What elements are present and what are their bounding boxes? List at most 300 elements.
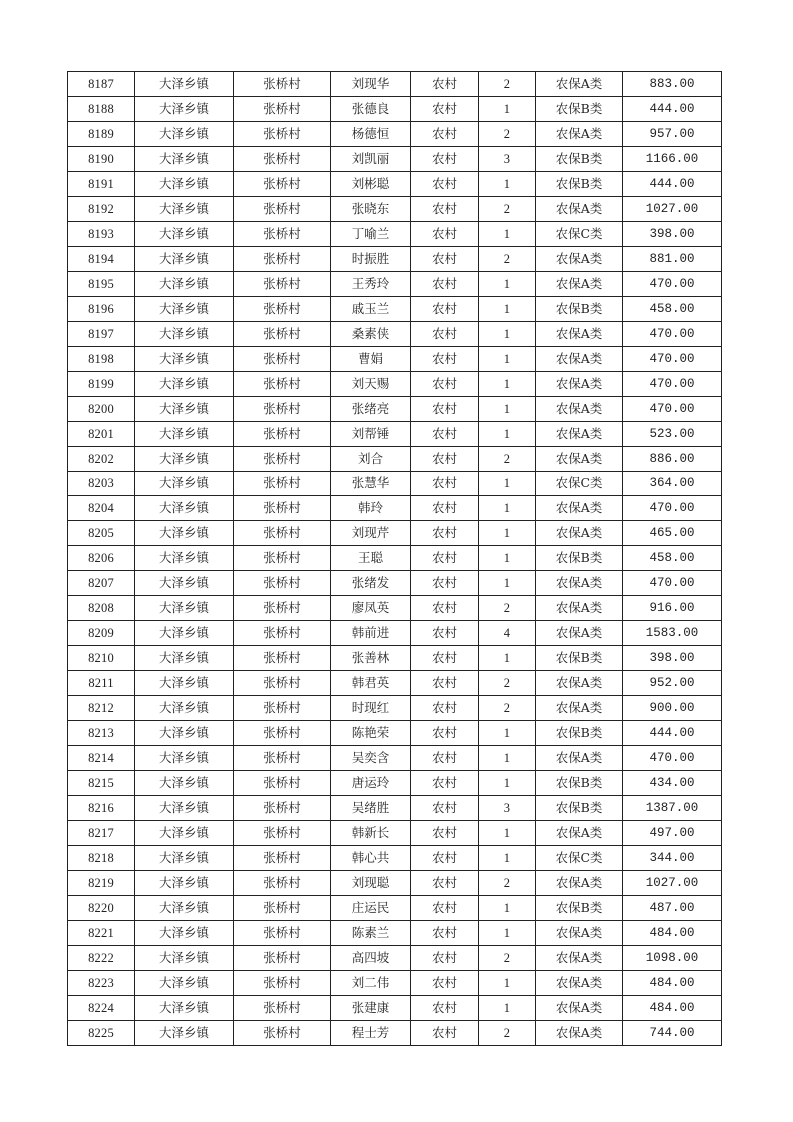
cell-name: 王秀玲 <box>331 271 411 296</box>
cell-id: 8209 <box>68 621 135 646</box>
cell-category: 农保A类 <box>536 346 623 371</box>
table-row <box>68 521 722 546</box>
cell-amount: 1166.00 <box>623 146 722 171</box>
cell-count: 1 <box>479 995 536 1020</box>
cell-name: 戚玉兰 <box>331 296 411 321</box>
cell-name: 杨德恒 <box>331 121 411 146</box>
table-row <box>68 995 722 1020</box>
table-row <box>68 72 722 97</box>
cell-id: 8193 <box>68 221 135 246</box>
cell-amount: 344.00 <box>623 846 722 871</box>
cell-count: 1 <box>479 970 536 995</box>
cell-category: 农保B类 <box>536 895 623 920</box>
cell-amount: 523.00 <box>623 421 722 446</box>
cell-village: 张桥村 <box>234 571 331 596</box>
cell-id: 8206 <box>68 546 135 571</box>
cell-category: 农保A类 <box>536 321 623 346</box>
cell-type: 农村 <box>411 446 479 471</box>
cell-category: 农保B类 <box>536 146 623 171</box>
cell-village: 张桥村 <box>234 321 331 346</box>
cell-type: 农村 <box>411 846 479 871</box>
cell-count: 2 <box>479 671 536 696</box>
cell-category: 农保B类 <box>536 721 623 746</box>
table-row <box>68 171 722 196</box>
cell-name: 韩玲 <box>331 496 411 521</box>
cell-id: 8194 <box>68 246 135 271</box>
cell-town: 大泽乡镇 <box>135 121 234 146</box>
cell-name: 刘现聪 <box>331 871 411 896</box>
cell-count: 2 <box>479 945 536 970</box>
cell-village: 张桥村 <box>234 871 331 896</box>
table-row <box>68 771 722 796</box>
cell-village: 张桥村 <box>234 945 331 970</box>
cell-town: 大泽乡镇 <box>135 945 234 970</box>
cell-count: 1 <box>479 396 536 421</box>
cell-name: 廖凤英 <box>331 596 411 621</box>
cell-type: 农村 <box>411 746 479 771</box>
cell-category: 农保B类 <box>536 796 623 821</box>
cell-name: 刘现华 <box>331 72 411 97</box>
cell-town: 大泽乡镇 <box>135 321 234 346</box>
cell-town: 大泽乡镇 <box>135 421 234 446</box>
cell-type: 农村 <box>411 346 479 371</box>
cell-type: 农村 <box>411 671 479 696</box>
cell-name: 张慧华 <box>331 471 411 496</box>
cell-id: 8188 <box>68 96 135 121</box>
table-row <box>68 571 722 596</box>
cell-category: 农保A类 <box>536 945 623 970</box>
cell-amount: 470.00 <box>623 496 722 521</box>
cell-village: 张桥村 <box>234 596 331 621</box>
cell-amount: 364.00 <box>623 471 722 496</box>
cell-type: 农村 <box>411 970 479 995</box>
cell-village: 张桥村 <box>234 171 331 196</box>
cell-town: 大泽乡镇 <box>135 920 234 945</box>
table-row <box>68 396 722 421</box>
cell-type: 农村 <box>411 121 479 146</box>
cell-town: 大泽乡镇 <box>135 496 234 521</box>
cell-amount: 434.00 <box>623 771 722 796</box>
cell-category: 农保B类 <box>536 546 623 571</box>
cell-category: 农保A类 <box>536 196 623 221</box>
cell-town: 大泽乡镇 <box>135 696 234 721</box>
cell-town: 大泽乡镇 <box>135 196 234 221</box>
cell-count: 1 <box>479 920 536 945</box>
cell-town: 大泽乡镇 <box>135 72 234 97</box>
cell-type: 农村 <box>411 771 479 796</box>
cell-category: 农保A类 <box>536 596 623 621</box>
cell-name: 刘合 <box>331 446 411 471</box>
cell-category: 农保C类 <box>536 846 623 871</box>
cell-village: 张桥村 <box>234 471 331 496</box>
cell-amount: 470.00 <box>623 371 722 396</box>
table-row <box>68 246 722 271</box>
cell-id: 8220 <box>68 895 135 920</box>
cell-count: 1 <box>479 96 536 121</box>
cell-town: 大泽乡镇 <box>135 221 234 246</box>
cell-town: 大泽乡镇 <box>135 446 234 471</box>
table-row <box>68 895 722 920</box>
cell-id: 8207 <box>68 571 135 596</box>
cell-type: 农村 <box>411 96 479 121</box>
cell-amount: 458.00 <box>623 296 722 321</box>
table-row <box>68 321 722 346</box>
cell-town: 大泽乡镇 <box>135 796 234 821</box>
cell-type: 农村 <box>411 1020 479 1045</box>
table-row <box>68 346 722 371</box>
cell-name: 张善林 <box>331 646 411 671</box>
cell-id: 8224 <box>68 995 135 1020</box>
cell-town: 大泽乡镇 <box>135 596 234 621</box>
cell-village: 张桥村 <box>234 895 331 920</box>
cell-amount: 744.00 <box>623 1020 722 1045</box>
cell-type: 农村 <box>411 72 479 97</box>
cell-name: 桑素侠 <box>331 321 411 346</box>
cell-town: 大泽乡镇 <box>135 96 234 121</box>
cell-category: 农保A类 <box>536 421 623 446</box>
cell-type: 农村 <box>411 196 479 221</box>
cell-category: 农保A类 <box>536 671 623 696</box>
cell-count: 2 <box>479 246 536 271</box>
cell-village: 张桥村 <box>234 521 331 546</box>
cell-type: 农村 <box>411 371 479 396</box>
cell-name: 程士芳 <box>331 1020 411 1045</box>
cell-village: 张桥村 <box>234 121 331 146</box>
cell-id: 8222 <box>68 945 135 970</box>
cell-category: 农保A类 <box>536 696 623 721</box>
cell-town: 大泽乡镇 <box>135 895 234 920</box>
table-row <box>68 970 722 995</box>
cell-name: 刘现芹 <box>331 521 411 546</box>
table-row <box>68 671 722 696</box>
table-row <box>68 596 722 621</box>
table-body <box>68 72 722 1046</box>
cell-id: 8196 <box>68 296 135 321</box>
cell-amount: 900.00 <box>623 696 722 721</box>
table-row <box>68 746 722 771</box>
table-row <box>68 546 722 571</box>
cell-town: 大泽乡镇 <box>135 371 234 396</box>
cell-amount: 484.00 <box>623 995 722 1020</box>
cell-amount: 444.00 <box>623 171 722 196</box>
cell-village: 张桥村 <box>234 970 331 995</box>
cell-id: 8203 <box>68 471 135 496</box>
table-row <box>68 446 722 471</box>
cell-count: 1 <box>479 721 536 746</box>
cell-count: 1 <box>479 471 536 496</box>
cell-category: 农保B类 <box>536 96 623 121</box>
cell-category: 农保A类 <box>536 521 623 546</box>
cell-name: 吴绪胜 <box>331 796 411 821</box>
cell-town: 大泽乡镇 <box>135 1020 234 1045</box>
cell-amount: 957.00 <box>623 121 722 146</box>
table-row <box>68 646 722 671</box>
cell-count: 1 <box>479 821 536 846</box>
cell-village: 张桥村 <box>234 796 331 821</box>
table-row <box>68 871 722 896</box>
cell-name: 韩新长 <box>331 821 411 846</box>
cell-name: 陈艳荣 <box>331 721 411 746</box>
cell-name: 高四坡 <box>331 945 411 970</box>
cell-amount: 916.00 <box>623 596 722 621</box>
cell-count: 1 <box>479 171 536 196</box>
cell-town: 大泽乡镇 <box>135 546 234 571</box>
cell-category: 农保A类 <box>536 995 623 1020</box>
cell-town: 大泽乡镇 <box>135 246 234 271</box>
cell-amount: 952.00 <box>623 671 722 696</box>
cell-amount: 883.00 <box>623 72 722 97</box>
cell-type: 农村 <box>411 396 479 421</box>
cell-town: 大泽乡镇 <box>135 671 234 696</box>
cell-village: 张桥村 <box>234 72 331 97</box>
cell-name: 唐运玲 <box>331 771 411 796</box>
cell-count: 2 <box>479 1020 536 1045</box>
cell-amount: 886.00 <box>623 446 722 471</box>
cell-amount: 458.00 <box>623 546 722 571</box>
cell-name: 王聪 <box>331 546 411 571</box>
cell-village: 张桥村 <box>234 721 331 746</box>
cell-type: 农村 <box>411 146 479 171</box>
cell-type: 农村 <box>411 296 479 321</box>
cell-amount: 470.00 <box>623 321 722 346</box>
cell-id: 8219 <box>68 871 135 896</box>
cell-village: 张桥村 <box>234 396 331 421</box>
cell-category: 农保A类 <box>536 396 623 421</box>
cell-town: 大泽乡镇 <box>135 995 234 1020</box>
cell-type: 农村 <box>411 171 479 196</box>
cell-village: 张桥村 <box>234 346 331 371</box>
cell-category: 农保A类 <box>536 571 623 596</box>
cell-id: 8217 <box>68 821 135 846</box>
cell-id: 8225 <box>68 1020 135 1045</box>
cell-category: 农保A类 <box>536 621 623 646</box>
cell-name: 曹娟 <box>331 346 411 371</box>
cell-town: 大泽乡镇 <box>135 171 234 196</box>
cell-amount: 484.00 <box>623 920 722 945</box>
cell-type: 农村 <box>411 471 479 496</box>
cell-id: 8213 <box>68 721 135 746</box>
cell-village: 张桥村 <box>234 221 331 246</box>
cell-town: 大泽乡镇 <box>135 521 234 546</box>
cell-amount: 1027.00 <box>623 871 722 896</box>
cell-village: 张桥村 <box>234 821 331 846</box>
cell-count: 2 <box>479 446 536 471</box>
cell-name: 庄运民 <box>331 895 411 920</box>
cell-village: 张桥村 <box>234 371 331 396</box>
cell-id: 8204 <box>68 496 135 521</box>
table-row <box>68 821 722 846</box>
cell-category: 农保A类 <box>536 446 623 471</box>
cell-id: 8191 <box>68 171 135 196</box>
cell-village: 张桥村 <box>234 746 331 771</box>
cell-count: 3 <box>479 146 536 171</box>
cell-id: 8221 <box>68 920 135 945</box>
cell-id: 8198 <box>68 346 135 371</box>
cell-village: 张桥村 <box>234 696 331 721</box>
cell-type: 农村 <box>411 546 479 571</box>
cell-town: 大泽乡镇 <box>135 721 234 746</box>
cell-count: 1 <box>479 895 536 920</box>
cell-amount: 881.00 <box>623 246 722 271</box>
cell-category: 农保B类 <box>536 771 623 796</box>
table-row <box>68 96 722 121</box>
cell-id: 8205 <box>68 521 135 546</box>
cell-town: 大泽乡镇 <box>135 771 234 796</box>
cell-name: 韩君英 <box>331 671 411 696</box>
cell-amount: 470.00 <box>623 346 722 371</box>
cell-count: 2 <box>479 121 536 146</box>
cell-name: 韩心共 <box>331 846 411 871</box>
benefit-table <box>67 71 722 1046</box>
table-row <box>68 496 722 521</box>
cell-type: 农村 <box>411 821 479 846</box>
cell-count: 1 <box>479 346 536 371</box>
cell-category: 农保A类 <box>536 746 623 771</box>
cell-village: 张桥村 <box>234 296 331 321</box>
cell-count: 1 <box>479 646 536 671</box>
cell-type: 农村 <box>411 945 479 970</box>
cell-name: 刘天赐 <box>331 371 411 396</box>
table-row <box>68 146 722 171</box>
cell-amount: 1027.00 <box>623 196 722 221</box>
table-row <box>68 846 722 871</box>
cell-type: 农村 <box>411 696 479 721</box>
cell-village: 张桥村 <box>234 496 331 521</box>
cell-village: 张桥村 <box>234 421 331 446</box>
cell-id: 8189 <box>68 121 135 146</box>
cell-id: 8201 <box>68 421 135 446</box>
cell-count: 2 <box>479 696 536 721</box>
cell-name: 刘彬聪 <box>331 171 411 196</box>
cell-name: 丁喻兰 <box>331 221 411 246</box>
cell-amount: 470.00 <box>623 396 722 421</box>
cell-amount: 398.00 <box>623 221 722 246</box>
cell-name: 刘帮锤 <box>331 421 411 446</box>
cell-amount: 497.00 <box>623 821 722 846</box>
cell-type: 农村 <box>411 571 479 596</box>
cell-count: 1 <box>479 271 536 296</box>
cell-name: 刘二伟 <box>331 970 411 995</box>
cell-name: 张德良 <box>331 96 411 121</box>
table-row <box>68 621 722 646</box>
cell-town: 大泽乡镇 <box>135 846 234 871</box>
cell-count: 1 <box>479 771 536 796</box>
cell-amount: 1583.00 <box>623 621 722 646</box>
cell-id: 8202 <box>68 446 135 471</box>
cell-amount: 444.00 <box>623 721 722 746</box>
cell-category: 农保C类 <box>536 471 623 496</box>
cell-amount: 484.00 <box>623 970 722 995</box>
cell-village: 张桥村 <box>234 546 331 571</box>
cell-count: 1 <box>479 371 536 396</box>
table-row <box>68 471 722 496</box>
cell-count: 1 <box>479 421 536 446</box>
cell-type: 农村 <box>411 321 479 346</box>
cell-village: 张桥村 <box>234 995 331 1020</box>
cell-count: 1 <box>479 546 536 571</box>
cell-village: 张桥村 <box>234 1020 331 1045</box>
cell-amount: 470.00 <box>623 271 722 296</box>
cell-type: 农村 <box>411 596 479 621</box>
cell-name: 刘凯丽 <box>331 146 411 171</box>
cell-id: 8223 <box>68 970 135 995</box>
cell-type: 农村 <box>411 221 479 246</box>
cell-category: 农保B类 <box>536 296 623 321</box>
cell-name: 时振胜 <box>331 246 411 271</box>
cell-village: 张桥村 <box>234 621 331 646</box>
cell-town: 大泽乡镇 <box>135 296 234 321</box>
cell-type: 农村 <box>411 496 479 521</box>
cell-count: 4 <box>479 621 536 646</box>
cell-town: 大泽乡镇 <box>135 746 234 771</box>
cell-amount: 470.00 <box>623 571 722 596</box>
cell-town: 大泽乡镇 <box>135 821 234 846</box>
cell-amount: 398.00 <box>623 646 722 671</box>
cell-count: 1 <box>479 496 536 521</box>
cell-type: 农村 <box>411 796 479 821</box>
cell-id: 8208 <box>68 596 135 621</box>
cell-name: 张建康 <box>331 995 411 1020</box>
cell-type: 农村 <box>411 920 479 945</box>
cell-id: 8212 <box>68 696 135 721</box>
cell-name: 吴奕含 <box>331 746 411 771</box>
cell-type: 农村 <box>411 521 479 546</box>
table-row <box>68 271 722 296</box>
cell-category: 农保A类 <box>536 1020 623 1045</box>
table-row <box>68 421 722 446</box>
table-row <box>68 796 722 821</box>
cell-town: 大泽乡镇 <box>135 621 234 646</box>
table-row <box>68 121 722 146</box>
cell-village: 张桥村 <box>234 671 331 696</box>
cell-village: 张桥村 <box>234 146 331 171</box>
cell-category: 农保A类 <box>536 970 623 995</box>
table-row <box>68 920 722 945</box>
table-row <box>68 945 722 970</box>
cell-type: 农村 <box>411 246 479 271</box>
cell-count: 1 <box>479 321 536 346</box>
cell-count: 1 <box>479 571 536 596</box>
cell-name: 张绪亮 <box>331 396 411 421</box>
cell-name: 陈素兰 <box>331 920 411 945</box>
table-row <box>68 221 722 246</box>
table-row <box>68 721 722 746</box>
cell-town: 大泽乡镇 <box>135 871 234 896</box>
cell-town: 大泽乡镇 <box>135 646 234 671</box>
cell-amount: 487.00 <box>623 895 722 920</box>
cell-amount: 444.00 <box>623 96 722 121</box>
cell-count: 2 <box>479 196 536 221</box>
cell-town: 大泽乡镇 <box>135 571 234 596</box>
cell-count: 2 <box>479 596 536 621</box>
cell-count: 1 <box>479 746 536 771</box>
cell-town: 大泽乡镇 <box>135 346 234 371</box>
cell-village: 张桥村 <box>234 271 331 296</box>
cell-town: 大泽乡镇 <box>135 471 234 496</box>
cell-id: 8214 <box>68 746 135 771</box>
cell-name: 张绪发 <box>331 571 411 596</box>
cell-category: 农保B类 <box>536 646 623 671</box>
cell-id: 8187 <box>68 72 135 97</box>
cell-village: 张桥村 <box>234 196 331 221</box>
cell-id: 8197 <box>68 321 135 346</box>
cell-village: 张桥村 <box>234 920 331 945</box>
cell-town: 大泽乡镇 <box>135 271 234 296</box>
cell-type: 农村 <box>411 995 479 1020</box>
cell-amount: 465.00 <box>623 521 722 546</box>
cell-count: 1 <box>479 521 536 546</box>
cell-type: 农村 <box>411 621 479 646</box>
